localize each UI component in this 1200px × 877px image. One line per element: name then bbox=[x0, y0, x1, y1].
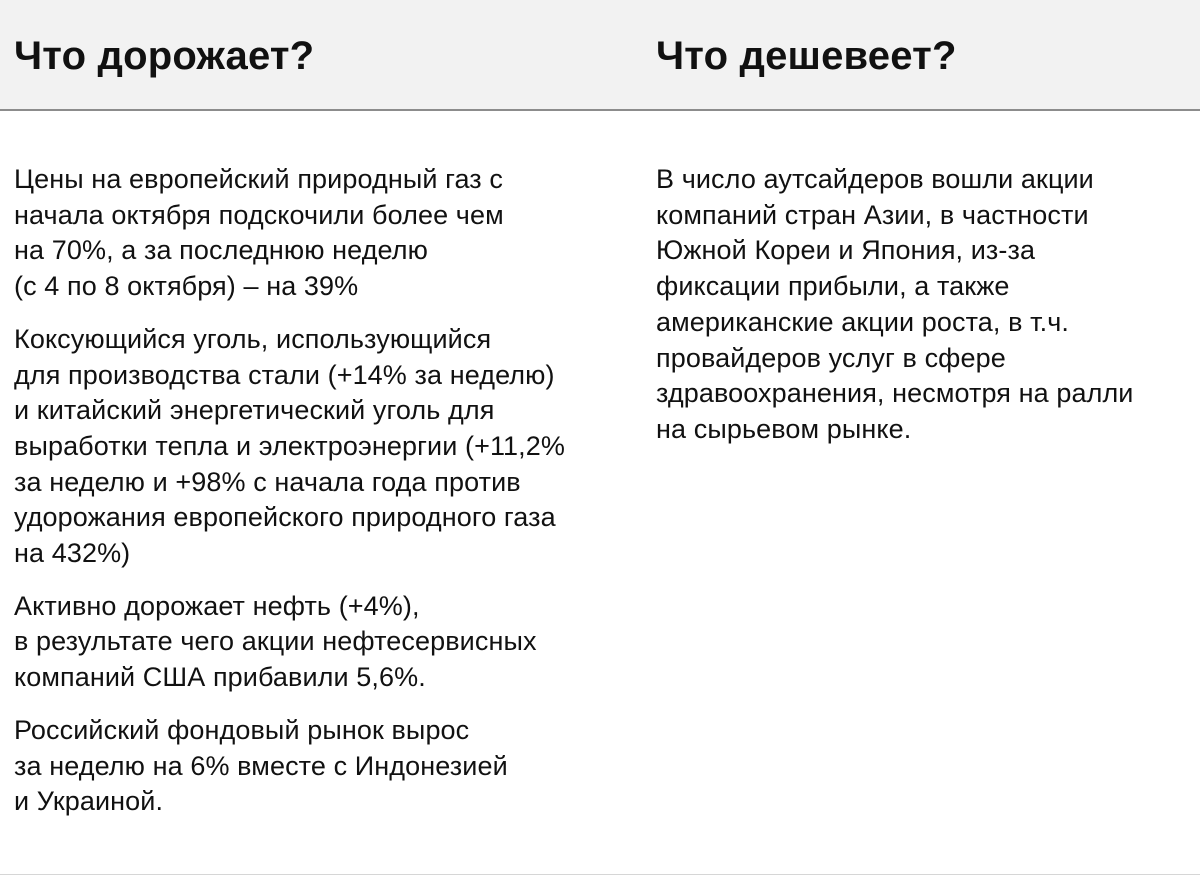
falling-column bbox=[656, 162, 1186, 465]
rising-paragraph-oil: Активно дорожает нефть (+4%), в результате чего акции нефтесервисных компаний США прибавили 5,6%. bbox=[14, 590, 537, 693]
rising-paragraph-gas: Цены на европейский природный газ с начала октября подскочили более чем на 70%, а за последнюю неделю (с 4 по 8 октября) – на 39% bbox=[14, 164, 504, 302]
title-rising: Что дорожает? bbox=[14, 34, 315, 78]
rising-column bbox=[14, 162, 634, 837]
rising-paragraph-coal: Коксующийся уголь, использующийся для производства стали (+14% за неделю) и китайский энергетический уголь для выработки тепла и электроэнергии (+11,2% за неделю и +98% с начала года против удорожания европейского природного газа на 432%) bbox=[14, 323, 566, 569]
bottom-divider bbox=[0, 874, 1200, 875]
falling-paragraph-asia: В число аутсайдеров вошли акции компаний стран Азии, в частности Южной Кореи и Япония, из-за фиксации прибыли, а также американские акции роста, в т.ч. провайдеров услуг в сфере здравоохранения, несмотря на ралли на сырьевом рынке. bbox=[656, 164, 1134, 444]
rising-paragraph-russian-market: Российский фондовый рынок вырос за неделю на 6% вместе с Индонезией и Украиной. bbox=[14, 714, 508, 817]
header-bar bbox=[0, 0, 1200, 111]
title-falling: Что дешевеет? bbox=[656, 34, 957, 78]
